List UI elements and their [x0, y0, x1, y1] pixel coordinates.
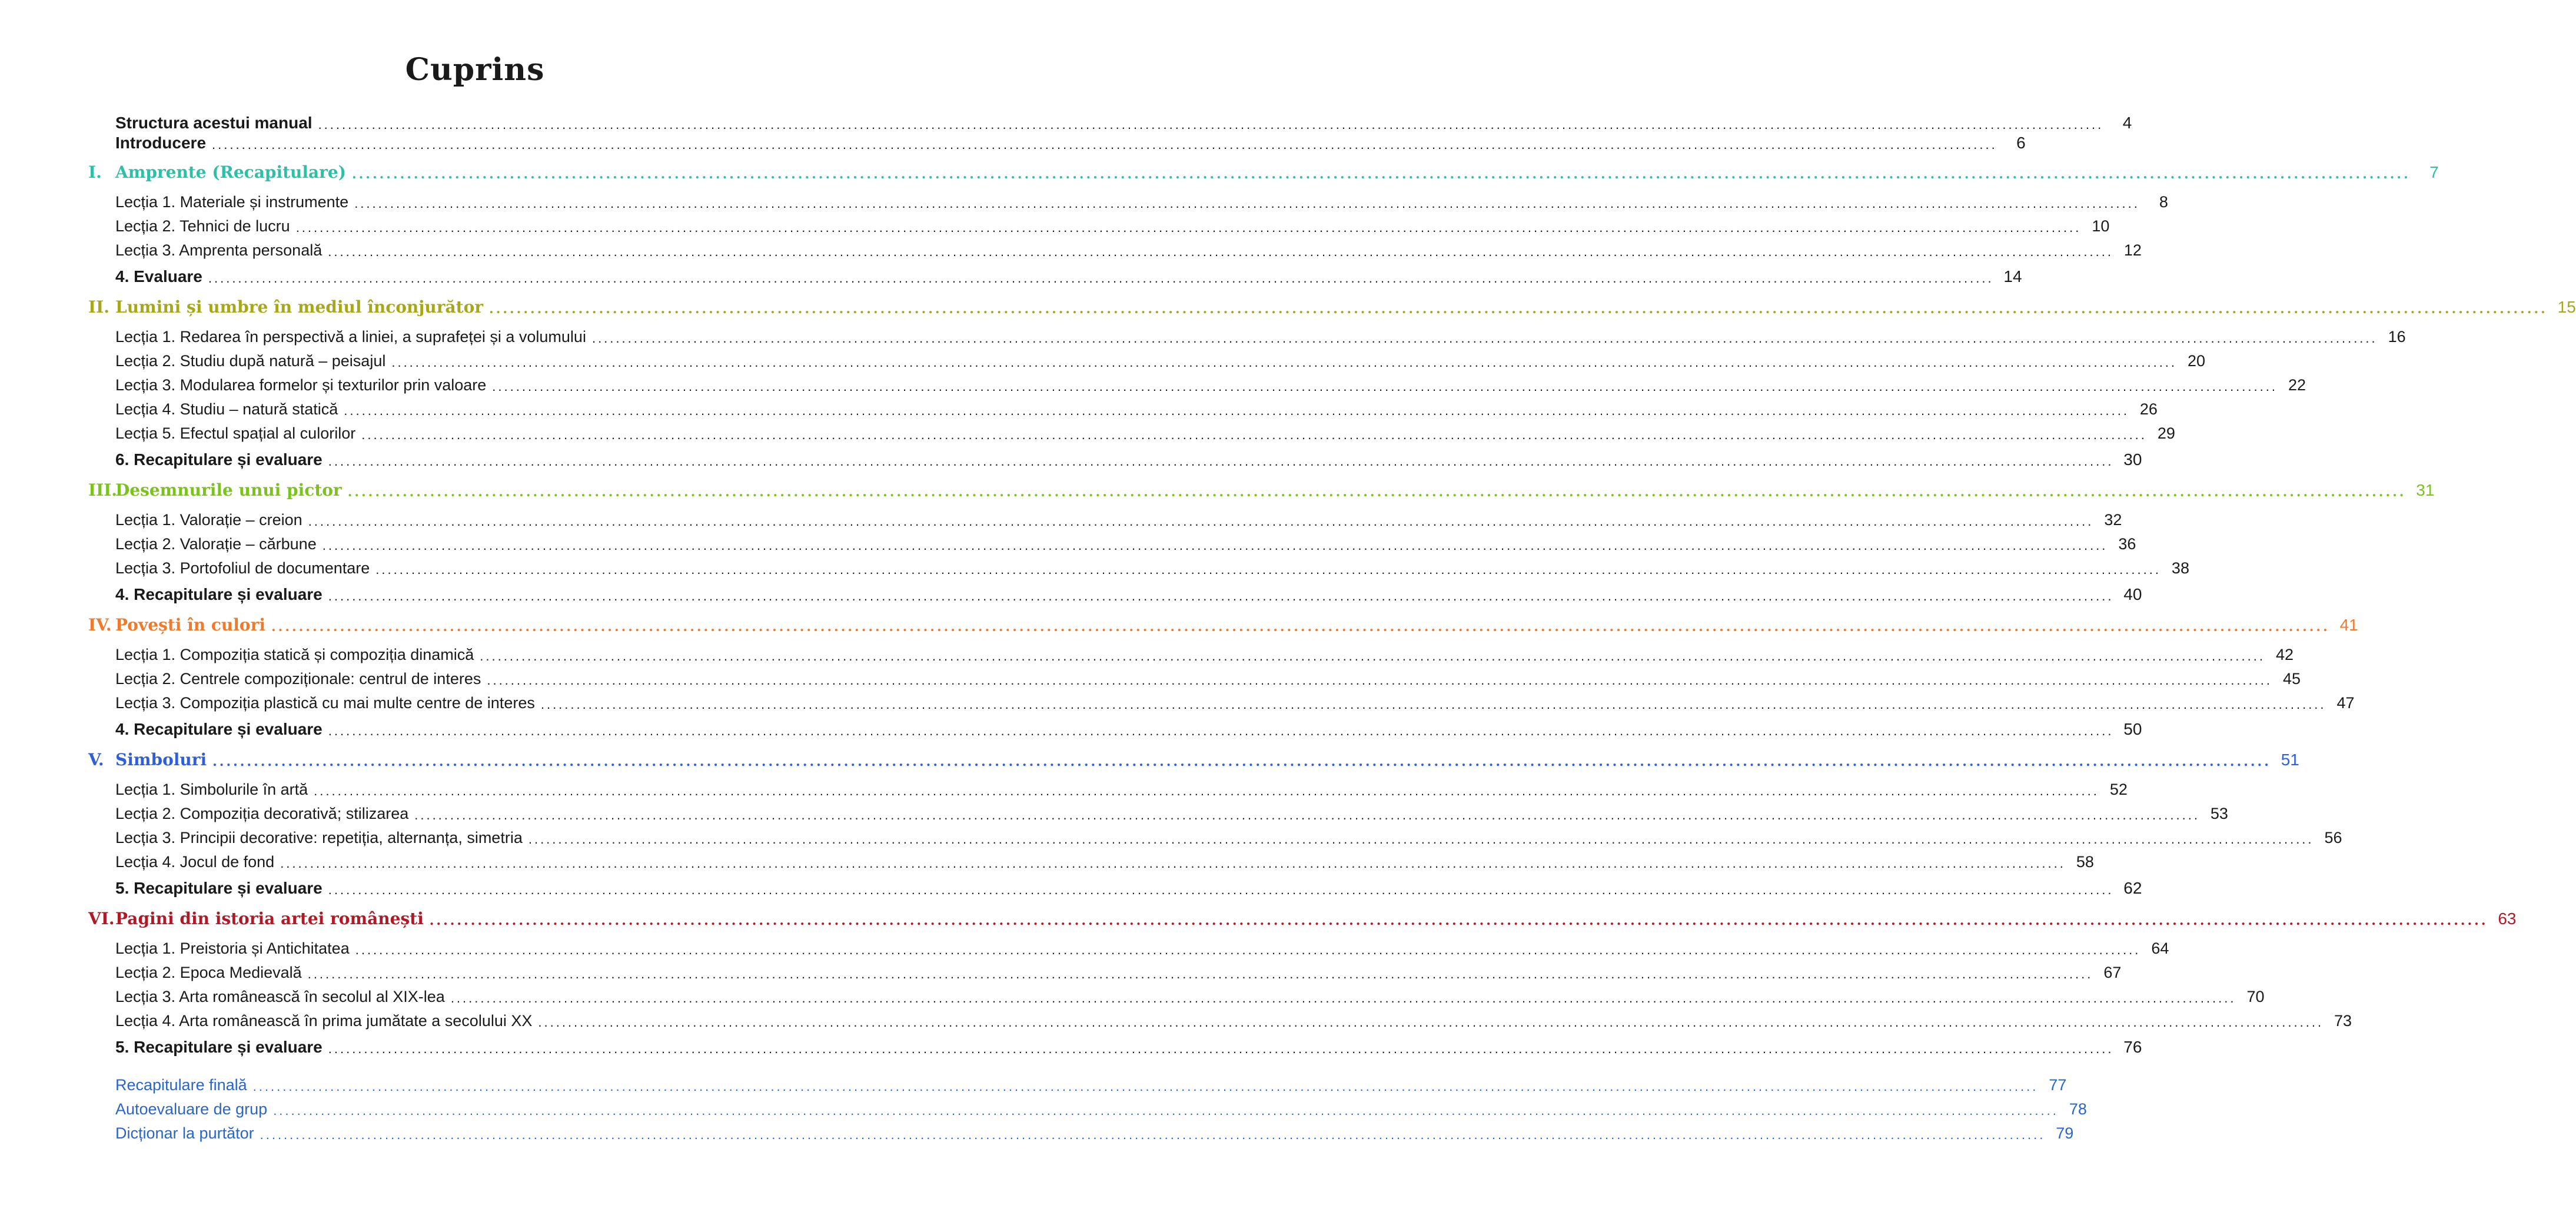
entry-label: 4. Recapitulare și evaluare [115, 720, 323, 738]
page-number: 58 [2076, 853, 2094, 871]
page-number: 52 [2109, 781, 2128, 798]
lesson-entry[interactable] [115, 373, 2306, 395]
entry-label: Introducere [115, 134, 207, 152]
page-number: 30 [2123, 450, 2142, 469]
page-number: 36 [2118, 535, 2136, 553]
lesson-entry[interactable] [115, 421, 2175, 443]
dot-leader: ............................................................................................................................................................................................................................................................................................................ [492, 379, 2278, 394]
dot-leader: ............................................................................................................................................................................................................................................................................................................ [528, 832, 2314, 847]
entry-label: Lecția 1. Simbolurile în artă [115, 781, 308, 798]
lesson-entry[interactable] [115, 960, 2122, 982]
dot-leader: ............................................................................................................................................................................................................................................................................................................ [347, 484, 2407, 500]
page-number: 70 [2246, 988, 2265, 1005]
intro-entry[interactable] [115, 131, 2026, 153]
entry-label: 6. Recapitulare și evaluare [115, 450, 323, 469]
chapter-number: III. [88, 480, 118, 500]
page-number: 26 [2139, 400, 2158, 418]
dot-leader: ............................................................................................................................................................................................................................................................................................................ [308, 514, 2094, 529]
entry-label: 4. Evaluare [115, 267, 202, 286]
entry-label: Lecția 1. Materiale și instrumente [115, 193, 349, 211]
dot-leader: ............................................................................................................................................................................................................................................................................................................ [450, 991, 2236, 1005]
page-number: 4 [2122, 114, 2132, 132]
page-number: 31 [2416, 481, 2435, 499]
lesson-entry[interactable] [115, 324, 2406, 347]
page-number: 45 [2283, 670, 2301, 688]
final-entry[interactable] [115, 1121, 2074, 1143]
page-title: Cuprins [405, 52, 545, 88]
page-number: 14 [2003, 267, 2022, 286]
lesson-entry[interactable] [115, 507, 2122, 530]
dot-leader: ............................................................................................................................................................................................................................................................................................................ [328, 882, 2114, 897]
dot-leader: ............................................................................................................................................................................................................................................................................................................ [322, 538, 2108, 553]
dot-leader: ............................................................................................................................................................................................................................................................................................................ [354, 196, 2140, 211]
page-number: 6 [2016, 134, 2026, 152]
page-number: 29 [2157, 424, 2175, 442]
dot-leader: ............................................................................................................................................................................................................................................................................................................ [260, 1127, 2046, 1142]
evaluation-entry[interactable] [115, 582, 2142, 605]
lesson-entry[interactable] [115, 1008, 2352, 1031]
lesson-entry[interactable] [115, 801, 2228, 824]
entry-label: Lecția 5. Efectul spațial al culorilor [115, 424, 356, 442]
page-number: 53 [2210, 805, 2228, 822]
dot-leader: ............................................................................................................................................................................................................................................................................................................ [318, 117, 2104, 132]
dot-leader: ............................................................................................................................................................................................................................................................................................................ [487, 673, 2273, 688]
entry-label: Desemnurile unui pictor [115, 480, 342, 500]
dot-leader: ............................................................................................................................................................................................................................................................................................................ [307, 967, 2093, 981]
evaluation-entry[interactable] [115, 876, 2142, 898]
page-number: 50 [2123, 720, 2142, 738]
entry-label: Recapitulare finală [115, 1076, 247, 1094]
dot-leader: ............................................................................................................................................................................................................................................................................................................ [591, 331, 2378, 346]
entry-label: Lecția 1. Redarea în perspectivă a liniei, a suprafeței și a volumului [115, 328, 586, 346]
page-number: 73 [2334, 1012, 2352, 1030]
entry-label: Lecția 1. Compoziția statică și compoziția dinamică [115, 646, 474, 663]
lesson-entry[interactable] [115, 532, 2136, 554]
entry-label: 5. Recapitulare și evaluare [115, 879, 323, 897]
chapter-number: II. [88, 297, 109, 317]
lesson-entry[interactable] [115, 190, 2168, 212]
dot-leader: ............................................................................................................................................................................................................................................................................................................ [212, 754, 2271, 769]
lesson-entry[interactable] [115, 984, 2265, 1007]
lesson-entry[interactable] [115, 666, 2301, 689]
page-number: 41 [2339, 616, 2358, 634]
lesson-entry[interactable] [115, 556, 2189, 578]
entry-label: Lecția 3. Amprenta personală [115, 241, 323, 259]
page-number: 10 [2092, 217, 2110, 235]
dot-leader: ............................................................................................................................................................................................................................................................................................................ [361, 427, 2147, 442]
page-number: 63 [2498, 909, 2517, 928]
chapter-number: V. [88, 750, 104, 769]
lesson-entry[interactable] [115, 397, 2158, 419]
lesson-entry[interactable] [115, 825, 2342, 848]
dot-leader: ............................................................................................................................................................................................................................................................................................................ [328, 723, 2114, 738]
lesson-entry[interactable] [115, 691, 2355, 713]
entry-label: Structura acestui manual [115, 114, 313, 132]
final-entry[interactable] [115, 1073, 2067, 1095]
page-number: 16 [2388, 328, 2406, 346]
entry-label: Lecția 4. Jocul de fond [115, 853, 275, 871]
lesson-entry[interactable] [115, 642, 2294, 665]
page-number: 78 [2069, 1100, 2087, 1118]
final-entry[interactable] [115, 1097, 2087, 1119]
page-number: 51 [2281, 751, 2299, 769]
dot-leader: ............................................................................................................................................................................................................................................................................................................ [414, 808, 2200, 822]
dot-leader: ............................................................................................................................................................................................................................................................................................................ [252, 1079, 2039, 1094]
page-number: 47 [2336, 694, 2355, 712]
chapter-heading[interactable] [88, 748, 2299, 770]
dot-leader: ............................................................................................................................................................................................................................................................................................................ [328, 244, 2113, 259]
entry-label: Povești în culori [115, 615, 265, 635]
entry-label: Lecția 2. Compoziția decorativă; stilizarea [115, 805, 409, 822]
page-number: 56 [2324, 829, 2342, 847]
page-number: 77 [2049, 1076, 2067, 1094]
dot-leader: ............................................................................................................................................................................................................................................................................................................ [208, 271, 1994, 286]
entry-label: Lecția 2. Valorație – cărbune [115, 535, 317, 553]
dot-leader: ............................................................................................................................................................................................................................................................................................................ [328, 589, 2114, 603]
dot-leader: ............................................................................................................................................................................................................................................................................................................ [375, 562, 2161, 577]
entry-label: Lecția 2. Tehnici de lucru [115, 217, 290, 235]
evaluation-entry[interactable] [115, 264, 2022, 287]
entry-label: Lecția 4. Studiu – natură statică [115, 400, 338, 418]
dot-leader: ............................................................................................................................................................................................................................................................................................................ [540, 697, 2326, 712]
lesson-entry[interactable] [115, 849, 2094, 872]
page-number: 8 [2159, 193, 2168, 211]
chapter-heading[interactable] [88, 478, 2435, 500]
chapter-heading[interactable] [88, 907, 2517, 929]
page-number: 62 [2123, 879, 2142, 897]
entry-label: Lecția 1. Valorație – creion [115, 511, 303, 529]
dot-leader: ............................................................................................................................................................................................................................................................................................................ [212, 137, 1997, 152]
entry-label: Lecția 3. Compoziția plastică cu mai multe centre de interes [115, 694, 535, 712]
chapter-number: I. [88, 162, 102, 182]
entry-label: Dicționar la purtător [115, 1124, 254, 1142]
dot-leader: ............................................................................................................................................................................................................................................................................................................ [429, 913, 2488, 928]
dot-leader: ............................................................................................................................................................................................................................................................................................................ [538, 1015, 2324, 1030]
page-number: 22 [2288, 376, 2306, 394]
entry-label: Simboluri [115, 750, 207, 769]
dot-leader: ............................................................................................................................................................................................................................................................................................................ [480, 649, 2265, 663]
entry-label: Lecția 3. Arta românească în secolul al XIX-lea [115, 988, 445, 1005]
page-number: 40 [2123, 585, 2142, 603]
lesson-entry[interactable] [115, 936, 2169, 958]
entry-label: Lecția 3. Modularea formelor și texturilor prin valoare [115, 376, 487, 394]
dot-leader: ............................................................................................................................................................................................................................................................................................................ [351, 167, 2411, 182]
page-number: 64 [2151, 940, 2169, 957]
entry-label: Lecția 1. Preistoria și Antichitatea [115, 940, 350, 957]
page-number: 76 [2123, 1038, 2142, 1056]
lesson-entry[interactable] [115, 777, 2128, 799]
dot-leader: ............................................................................................................................................................................................................................................................................................................ [314, 784, 2099, 798]
dot-leader: ............................................................................................................................................................................................................................................................................................................ [280, 856, 2066, 871]
page-number: 38 [2171, 559, 2189, 577]
entry-label: 4. Recapitulare și evaluare [115, 585, 323, 603]
dot-leader: ............................................................................................................................................................................................................................................................................................................ [355, 942, 2141, 957]
page-number: 7 [2429, 163, 2439, 181]
entry-label: Lecția 3. Principii decorative: repetiția, alternanța, simetria [115, 829, 523, 847]
dot-leader: ............................................................................................................................................................................................................................................................................................................ [271, 619, 2330, 635]
chapter-number: VI. [88, 909, 115, 928]
entry-label: Lecția 4. Arta românească în prima jumătate a secolului XX [115, 1012, 533, 1030]
dot-leader: ............................................................................................................................................................................................................................................................................................................ [273, 1103, 2059, 1118]
chapter-heading[interactable] [88, 160, 2439, 182]
page-number: 20 [2188, 352, 2206, 370]
evaluation-entry[interactable] [115, 717, 2142, 739]
dot-leader: ............................................................................................................................................................................................................................................................................................................ [344, 403, 2129, 418]
entry-label: Lecția 2. Studiu după natură – peisajul [115, 352, 386, 370]
entry-label: 5. Recapitulare și evaluare [115, 1038, 323, 1056]
dot-leader: ............................................................................................................................................................................................................................................................................................................ [295, 220, 2082, 235]
chapter-heading[interactable] [88, 613, 2358, 635]
page-number: 12 [2123, 241, 2142, 259]
page-number: 67 [2103, 964, 2122, 981]
page-number: 32 [2104, 511, 2122, 529]
intro-entry[interactable] [115, 111, 2132, 133]
entry-label: Autoevaluare de grup [115, 1100, 268, 1118]
entry-label: Lecția 3. Portofoliul de documentare [115, 559, 370, 577]
entry-label: Pagini din istoria artei românești [115, 909, 424, 928]
evaluation-entry[interactable] [115, 1035, 2142, 1057]
lesson-entry[interactable] [115, 348, 2206, 371]
page-number: 79 [2056, 1124, 2074, 1142]
entry-label: Lecția 2. Centrele compoziționale: centrul de interes [115, 670, 481, 688]
lesson-entry[interactable] [115, 238, 2142, 260]
entry-label: Amprente (Recapitulare) [115, 162, 346, 182]
entry-label: Lumini și umbre în mediul înconjurător [115, 297, 484, 317]
dot-leader: ............................................................................................................................................................................................................................................................................................................ [328, 454, 2114, 469]
entry-label: Lecția 2. Epoca Medievală [115, 964, 302, 981]
chapter-heading[interactable] [88, 295, 2576, 317]
dot-leader: ............................................................................................................................................................................................................................................................................................................ [328, 1041, 2114, 1056]
evaluation-entry[interactable] [115, 447, 2142, 470]
lesson-entry[interactable] [115, 214, 2110, 236]
page-number: 42 [2275, 646, 2294, 663]
dot-leader: ............................................................................................................................................................................................................................................................................................................ [391, 355, 2178, 370]
dot-leader: ............................................................................................................................................................................................................................................................................................................ [489, 301, 2548, 317]
chapter-number: IV. [88, 615, 112, 635]
page-number: 15 [2557, 298, 2576, 316]
